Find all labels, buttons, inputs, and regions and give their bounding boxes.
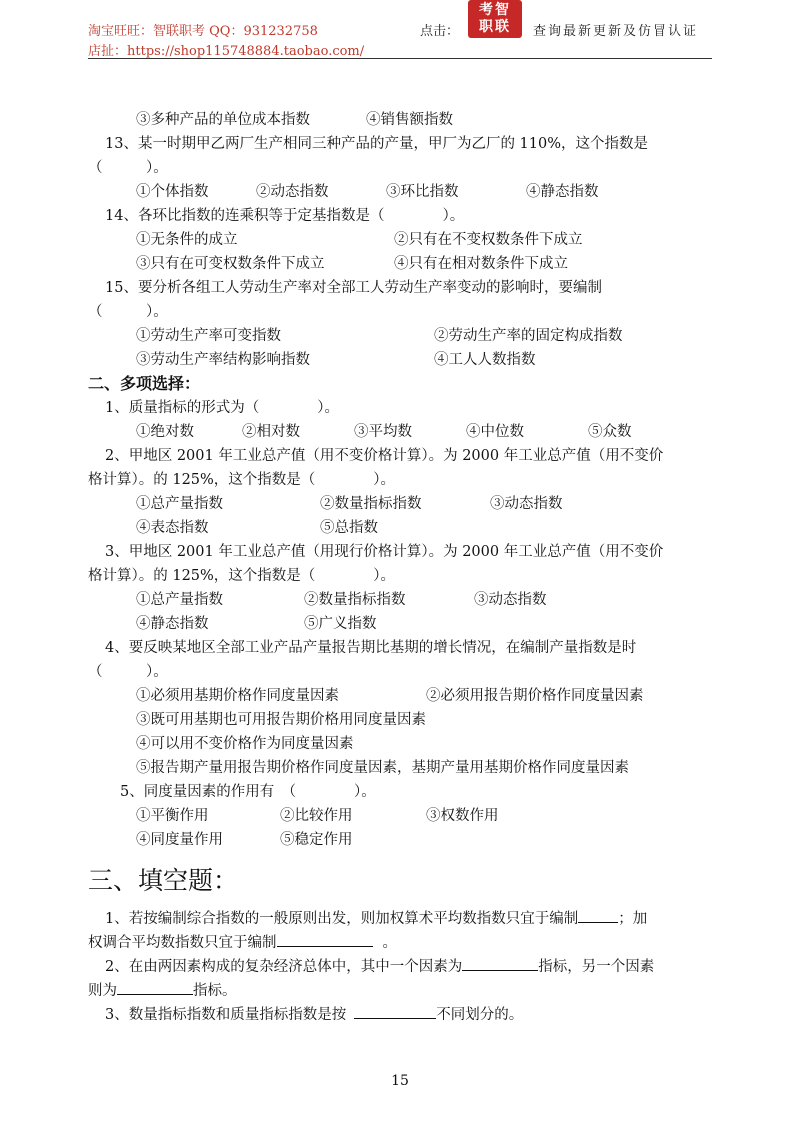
option: ⑤报告期产量用报告期价格作同度量因素，基期产量用基期价格作同度量因素 bbox=[136, 760, 629, 776]
mc-q3-options-row2 bbox=[88, 612, 716, 636]
mc-q2-options-row2 bbox=[88, 516, 716, 540]
option: ④静态指数 bbox=[526, 184, 599, 200]
mc-q4-options-row1 bbox=[88, 684, 716, 708]
section-title-multiple-choice: 二、多项选择： bbox=[88, 374, 201, 393]
answer-blank[interactable] bbox=[462, 954, 538, 971]
option: ③动态指数 bbox=[474, 592, 547, 608]
option: ③既可用基期也可用报告期价格用同度量因素 bbox=[136, 712, 426, 728]
shop-url-link[interactable]: 店扯：https://shop115748884.taobao.com/ bbox=[88, 44, 365, 59]
section-title-fill-in: 三、填空题： bbox=[88, 866, 239, 895]
verify-link[interactable]: 查询最新更新及仿冒认证 bbox=[533, 24, 699, 39]
fill-text: 指标。 bbox=[193, 983, 237, 999]
option: ①平衡作用 bbox=[136, 808, 209, 824]
mc-q5-options-row2 bbox=[88, 828, 716, 852]
option: ④销售额指数 bbox=[366, 112, 453, 128]
option: ②只有在不变权数条件下成立 bbox=[394, 232, 583, 248]
fill-text: 权调合平均数指数只宜于编制 bbox=[88, 935, 277, 951]
option: ③只有在可变权数条件下成立 bbox=[136, 256, 325, 272]
q15-options-row2 bbox=[88, 348, 716, 372]
mc-q5-options-row1 bbox=[88, 804, 716, 828]
option: ①劳动生产率可变指数 bbox=[136, 328, 281, 344]
option: ⑤总指数 bbox=[320, 520, 378, 536]
option: ①总产量指数 bbox=[136, 592, 223, 608]
option: ②劳动生产率的固定构成指数 bbox=[434, 328, 623, 344]
mc-q1-options bbox=[88, 420, 716, 444]
option: ④中位数 bbox=[466, 424, 524, 440]
fill-text: 2、在由两因素构成的复杂经济总体中，其中一个因素为 bbox=[105, 959, 463, 975]
option: ②数量指标指数 bbox=[320, 496, 422, 512]
option: ②相对数 bbox=[242, 424, 300, 440]
fill-text: 不同划分的。 bbox=[436, 1007, 524, 1023]
fill-text: 3、数量指标指数和质量指标指数是按 bbox=[105, 1007, 347, 1023]
option: ③权数作用 bbox=[426, 808, 499, 824]
option: ②数量指标指数 bbox=[304, 592, 406, 608]
option: ④工人人数指数 bbox=[434, 352, 536, 368]
question-13-cont: （ ）。 bbox=[88, 160, 168, 176]
option: ③动态指数 bbox=[490, 496, 563, 512]
brand-logo[interactable]: 考智 职联 bbox=[468, 0, 522, 38]
option: ①个体指数 bbox=[136, 184, 209, 200]
click-label: 点击： bbox=[420, 24, 460, 39]
option: ④只有在相对数条件下成立 bbox=[394, 256, 568, 272]
page-number: 15 bbox=[391, 1073, 409, 1089]
option: ②必须用报告期价格作同度量因素 bbox=[426, 688, 644, 704]
option: ⑤稳定作用 bbox=[280, 832, 353, 848]
q12-options bbox=[88, 108, 716, 132]
option: ④可以用不变价格作为同度量因素 bbox=[136, 736, 354, 752]
answer-blank[interactable] bbox=[578, 906, 618, 923]
fill-question-2-cont bbox=[88, 978, 716, 1002]
option: ①必须用基期价格作同度量因素 bbox=[136, 688, 339, 704]
fill-text: 。 bbox=[382, 935, 397, 951]
q13-options bbox=[88, 180, 716, 204]
shop-contact-line: 淘宝旺旺：智联职考 QQ：931232758 bbox=[88, 24, 318, 39]
option: ⑤广义指数 bbox=[304, 616, 377, 632]
question-14: 14、各环比指数的连乘积等于定基指数是（ ）。 bbox=[105, 208, 465, 224]
option: ②比较作用 bbox=[280, 808, 353, 824]
mc-question-5: 5、同度量因素的作用有 （ ）。 bbox=[120, 784, 376, 800]
option: ③劳动生产率结构影响指数 bbox=[136, 352, 310, 368]
answer-blank[interactable] bbox=[277, 930, 373, 947]
option: ③环比指数 bbox=[386, 184, 459, 200]
q15-options-row1 bbox=[88, 324, 716, 348]
option: ①绝对数 bbox=[136, 424, 194, 440]
mc-question-2-cont: 格计算）。的 125%，这个指数是（ ）。 bbox=[88, 472, 396, 488]
option: ①总产量指数 bbox=[136, 496, 223, 512]
option: ①无条件的成立 bbox=[136, 232, 238, 248]
fill-question-1-cont bbox=[88, 930, 716, 954]
option: ④静态指数 bbox=[136, 616, 209, 632]
fill-text: 则为 bbox=[88, 983, 117, 999]
fill-text: ；加 bbox=[618, 911, 648, 927]
q14-options-row1 bbox=[88, 228, 716, 252]
mc-question-4-cont: （ ）。 bbox=[88, 664, 168, 680]
question-15-cont: （ ）。 bbox=[88, 304, 168, 320]
question-15: 15、要分析各组工人劳动生产率对全部工人劳动生产率变动的影响时，要编制 bbox=[105, 280, 602, 296]
option: ④表态指数 bbox=[136, 520, 209, 536]
fill-question-3 bbox=[88, 1002, 716, 1026]
option: ③平均数 bbox=[354, 424, 412, 440]
mc-q2-options-row1 bbox=[88, 492, 716, 516]
mc-question-3-cont: 格计算）。的 125%，这个指数是（ ）。 bbox=[88, 568, 396, 584]
option: ④同度量作用 bbox=[136, 832, 223, 848]
q14-options-row2 bbox=[88, 252, 716, 276]
header-divider bbox=[88, 58, 712, 59]
mc-q3-options-row1 bbox=[88, 588, 716, 612]
option: ③多种产品的单位成本指数 bbox=[136, 112, 310, 128]
option: ⑤众数 bbox=[588, 424, 632, 440]
answer-blank[interactable] bbox=[354, 1002, 436, 1019]
page-header bbox=[0, 0, 800, 60]
question-13: 13、某一时期甲乙两厂生产相同三种产品的产量，甲厂为乙厂的 110%，这个指数是 bbox=[105, 136, 649, 152]
fill-text: 1、若按编制综合指数的一般原则出发，则加权算术平均数指数只宜于编制 bbox=[105, 911, 579, 927]
mc-question-3: 3、甲地区 2001 年工业总产值（用现行价格计算）。为 2000 年工业总产值（用不变价 bbox=[105, 544, 664, 560]
fill-text: 指标，另一个因素 bbox=[538, 959, 655, 975]
document-body bbox=[88, 108, 716, 1026]
answer-blank[interactable] bbox=[117, 978, 193, 995]
option: ②动态指数 bbox=[256, 184, 329, 200]
mc-question-4: 4、要反映某地区全部工业产品产量报告期比基期的增长情况，在编制产量指数是时 bbox=[105, 640, 637, 656]
mc-question-1: 1、质量指标的形式为（ ）。 bbox=[105, 400, 339, 416]
mc-question-2: 2、甲地区 2001 年工业总产值（用不变价格计算）。为 2000 年工业总产值（用不变价 bbox=[105, 448, 664, 464]
fill-question-1 bbox=[88, 906, 716, 930]
fill-question-2 bbox=[88, 954, 716, 978]
